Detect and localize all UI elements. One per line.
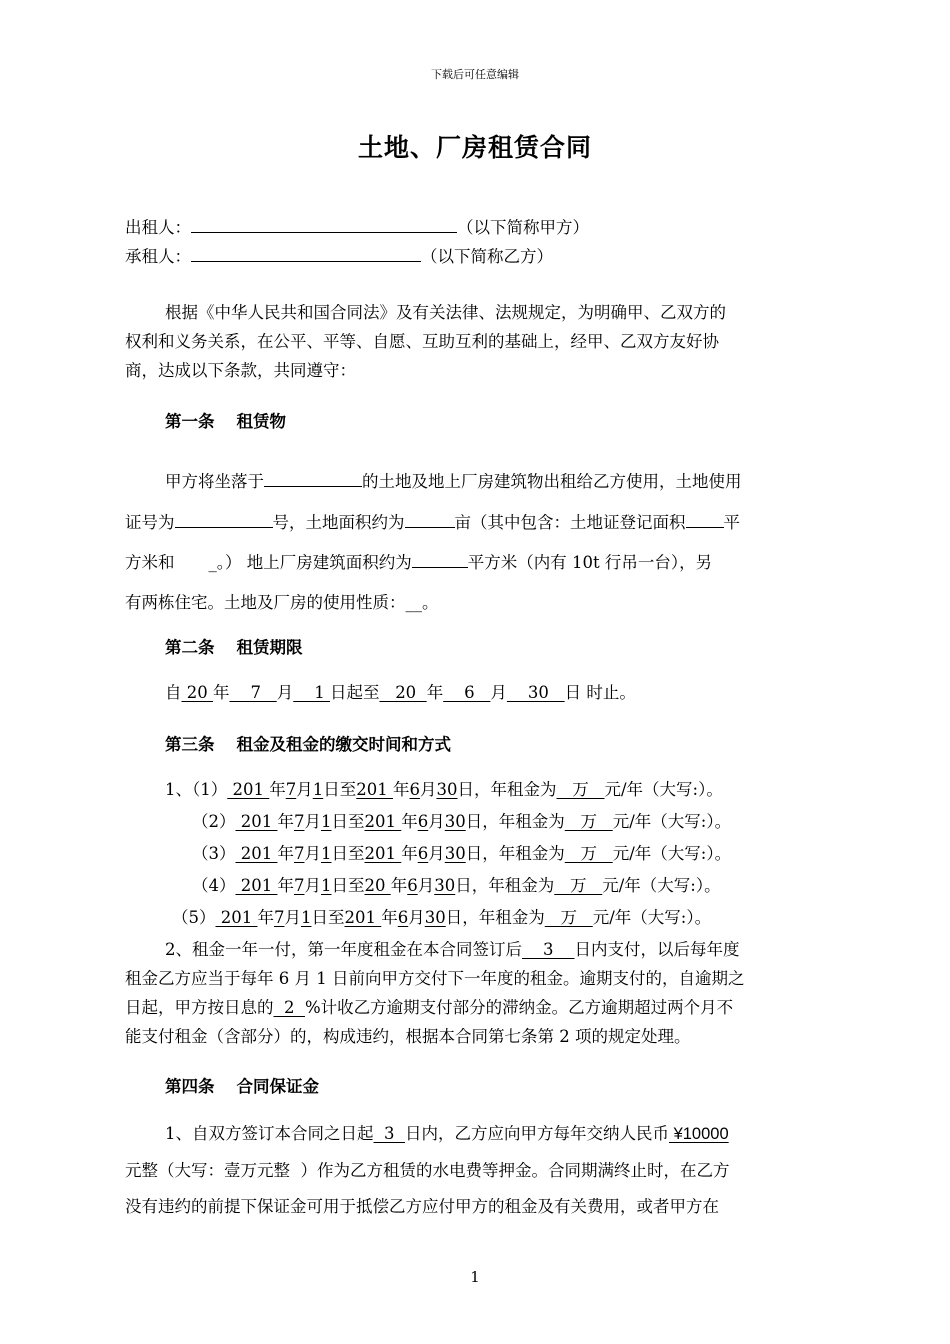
- article-3-text: %计收乙方逾期支付部分的滞纳金。乙方逾期超过两个月不: [304, 998, 734, 1017]
- article-3-para-2-line-3: [125, 997, 733, 1019]
- rent-label: 元/年（大写:）。: [612, 812, 732, 831]
- rent-label: 年: [401, 812, 418, 831]
- term-text: 月: [490, 683, 507, 702]
- rent-start-day-field[interactable]: 1: [320, 844, 332, 863]
- rent-end-year-field[interactable]: 201: [364, 812, 402, 831]
- rent-label: 月: [296, 780, 313, 799]
- rent-label: 年: [257, 908, 274, 927]
- rent-label: 月: [419, 780, 437, 799]
- article-4-line-2: [125, 1160, 730, 1182]
- preamble-line-2: 权利和义务关系，在公平、平等、自愿、互助互利的基础上，经甲、乙双方友好协: [125, 332, 719, 351]
- rent-row-prefix: （3）: [192, 844, 236, 863]
- rent-end-year-field[interactable]: 201: [356, 780, 393, 799]
- rent-label: 月: [428, 844, 445, 863]
- rent-label: 月: [428, 812, 445, 831]
- rent-label: 日，年租金为: [455, 876, 555, 895]
- rent-label: 日至: [331, 812, 365, 831]
- rent-schedule-row: [192, 843, 731, 865]
- rent-amount-field[interactable]: 万: [544, 908, 593, 927]
- rent-end-day-field[interactable]: 30: [434, 876, 456, 895]
- term-text: 日 时止。: [564, 683, 636, 702]
- term-text: 日起至: [329, 683, 380, 702]
- page-number: 1: [470, 1268, 480, 1286]
- article-1-number: 第一条: [165, 412, 215, 431]
- article-4-heading: [165, 1073, 319, 1097]
- document-title: 土地、厂房租赁合同: [357, 133, 592, 162]
- rent-end-month-field[interactable]: 6: [417, 844, 429, 863]
- rent-start-day-field[interactable]: 1: [312, 780, 324, 799]
- rent-end-year-field[interactable]: 201: [364, 844, 402, 863]
- start-day-field[interactable]: 1: [293, 683, 330, 702]
- rent-label: 月: [304, 812, 321, 831]
- end-year-field[interactable]: 20: [379, 683, 427, 702]
- rent-schedule-row: [172, 907, 711, 929]
- land-cert-number-field[interactable]: [175, 511, 273, 528]
- rent-end-month-field[interactable]: 6: [407, 876, 418, 895]
- article-4-line-3: 没有违约的前提下保证金可用于抵偿乙方应付甲方的租金及有关费用，或者甲方在: [125, 1197, 719, 1216]
- article-3-para-2-line-4: 能支付租金（含部分）的，构成违约，根据本合同第七条第 2 项的规定处理。: [125, 1027, 691, 1046]
- rent-label: 日，年租金为: [465, 844, 565, 863]
- rent-label: 日，年租金为: [457, 780, 557, 799]
- lessee-suffix: （以下简称乙方）: [421, 247, 553, 266]
- rent-row-prefix: （4）: [192, 876, 236, 895]
- rent-end-month-field[interactable]: 6: [397, 908, 409, 927]
- rent-label: 元/年（大写:）。: [612, 844, 732, 863]
- rent-label: 日至: [323, 780, 357, 799]
- article-2-title: 租赁期限: [236, 638, 303, 657]
- start-year-field[interactable]: 20: [181, 683, 213, 702]
- deposit-amount-field[interactable]: ¥10000: [668, 1125, 729, 1143]
- rent-end-year-field[interactable]: 20: [364, 876, 391, 895]
- registered-area-field[interactable]: [686, 511, 724, 528]
- rent-start-month-field[interactable]: 7: [273, 908, 285, 927]
- rent-label: 年: [401, 844, 418, 863]
- rent-label: 日至: [331, 844, 365, 863]
- rent-row-prefix: （2）: [192, 812, 236, 831]
- rent-end-day-field[interactable]: 30: [444, 812, 466, 831]
- rent-start-day-field[interactable]: 1: [320, 812, 332, 831]
- article-3-text: 日内支付，以后每年度: [574, 940, 740, 959]
- rent-amount-field[interactable]: 万: [564, 812, 613, 831]
- late-fee-rate-field[interactable]: 2: [273, 998, 305, 1017]
- rent-label: 日，年租金为: [445, 908, 545, 927]
- article-4-number: 第四条: [165, 1077, 215, 1096]
- rent-schedule-row: [165, 779, 723, 801]
- rent-end-year-field[interactable]: 201: [344, 908, 382, 927]
- article-4-text: ）作为乙方租赁的水电费等押金。合同期满终止时，在乙方: [300, 1161, 730, 1180]
- lessor-line: [125, 216, 589, 239]
- rent-end-day-field[interactable]: 30: [424, 908, 446, 927]
- rent-label: 年: [392, 780, 410, 799]
- article-1-text: 证号为: [125, 513, 175, 532]
- lessee-line: [125, 245, 553, 268]
- rent-start-year-field[interactable]: 201: [235, 812, 278, 831]
- location-field[interactable]: [264, 470, 362, 487]
- article-3-para-2-line-1: [165, 939, 739, 961]
- article-1-text: 有两栋住宅。土地及厂房的使用性质：: [125, 593, 406, 612]
- rent-end-month-field[interactable]: 6: [409, 780, 420, 799]
- article-1-text: 甲方将坐落于: [165, 472, 264, 491]
- article-1-text: 平: [723, 513, 740, 532]
- term-text: 月: [276, 683, 294, 702]
- article-1-text: 。: [422, 593, 439, 612]
- page-header-note: 下载后可任意编辑: [431, 68, 519, 81]
- rent-label: 日至: [331, 876, 365, 895]
- rent-start-year-field[interactable]: 201: [235, 844, 278, 863]
- article-4-text: 元整（大写：: [125, 1161, 224, 1180]
- term-text: 年: [426, 683, 444, 702]
- rent-label: 年: [277, 876, 294, 895]
- rent-label: 月: [408, 908, 425, 927]
- payment-days-field[interactable]: 3: [522, 940, 575, 959]
- rent-start-month-field[interactable]: 7: [293, 812, 305, 831]
- rent-label: 日至: [311, 908, 345, 927]
- rent-start-month-field[interactable]: 7: [285, 780, 297, 799]
- article-1-text: 的土地及地上厂房建筑物出租给乙方使用，土地使用: [362, 472, 742, 491]
- article-1-text: 平方米（内有 10t 行吊一台），另: [467, 553, 713, 572]
- rent-end-month-field[interactable]: 6: [417, 812, 429, 831]
- article-3-text: 2、租金一年一付，第一年度租金在本合同签订后: [165, 940, 522, 959]
- article-4-text: 1、自双方签订本合同之日起: [165, 1124, 374, 1143]
- lessee-name-field[interactable]: [191, 245, 421, 262]
- article-4-line-1: [165, 1123, 729, 1145]
- rent-start-day-field[interactable]: 1: [300, 908, 312, 927]
- deposit-days-field[interactable]: 3: [373, 1124, 405, 1143]
- lessor-label: 出租人：: [125, 218, 191, 237]
- lessee-label: 承租人：: [125, 247, 191, 266]
- article-4-text: 日内，乙方应向甲方每年交纳人民币: [404, 1124, 669, 1143]
- rent-label: 月: [417, 876, 435, 895]
- article-1-heading: [165, 408, 286, 432]
- article-3-text: 日起，甲方按日息的: [125, 998, 274, 1017]
- lessor-suffix: （以下简称甲方）: [457, 218, 589, 237]
- article-1-title: 租赁物: [236, 412, 286, 431]
- end-month-field[interactable]: 6: [443, 683, 491, 702]
- article-3-number: 第三条: [165, 735, 215, 754]
- rent-label: 元/年（大写:）。: [604, 780, 723, 799]
- rent-label: 年: [277, 812, 294, 831]
- article-3-heading: [165, 731, 451, 755]
- start-month-field[interactable]: 7: [229, 683, 277, 702]
- article-1-text: _。） 地上厂房建筑面积约为: [208, 553, 412, 572]
- rent-start-year-field[interactable]: 201: [215, 908, 258, 927]
- article-1-line-1: [165, 470, 742, 493]
- rent-amount-field[interactable]: 万: [556, 780, 605, 799]
- rent-label: 月: [304, 876, 321, 895]
- rent-end-day-field[interactable]: 30: [436, 780, 458, 799]
- rent-start-year-field[interactable]: 201: [235, 876, 278, 895]
- article-1-text: 亩（其中包含：土地证登记面积: [454, 513, 686, 532]
- preamble-line-3: 商，达成以下条款，共同遵守：: [125, 361, 356, 380]
- rent-start-year-field[interactable]: 201: [227, 780, 270, 799]
- article-4-title: 合同保证金: [236, 1077, 319, 1096]
- rent-start-month-field[interactable]: 7: [293, 876, 305, 895]
- rent-start-month-field[interactable]: 7: [293, 844, 305, 863]
- article-1-text: 号，土地面积约为: [272, 513, 405, 532]
- rent-schedule-row: [192, 811, 731, 833]
- rent-label: 年: [269, 780, 286, 799]
- rent-label: 月: [304, 844, 321, 863]
- article-2-heading: [165, 634, 303, 658]
- article-3-title: 租金及租金的缴交时间和方式: [236, 735, 451, 754]
- building-area-field[interactable]: [412, 551, 468, 568]
- rent-label: 元/年（大写:）。: [602, 876, 721, 895]
- rent-start-day-field[interactable]: 1: [320, 876, 332, 895]
- rent-row-prefix: 1、（1）: [165, 780, 228, 799]
- rent-label: 日，年租金为: [465, 812, 565, 831]
- article-1-line-2: [125, 511, 740, 534]
- rent-label: 元/年（大写:）。: [592, 908, 712, 927]
- rent-end-day-field[interactable]: 30: [444, 844, 466, 863]
- article-1-line-3: [125, 551, 712, 574]
- article-1-text: 方米和: [125, 553, 175, 572]
- land-area-field[interactable]: [405, 511, 455, 528]
- rent-label: 年: [277, 844, 294, 863]
- deposit-amount-words-field[interactable]: 壹万元整: [224, 1161, 301, 1180]
- term-text: 自: [165, 683, 182, 702]
- preamble-line-1: 根据《中华人民共和国合同法》及有关法律、法规规定，为明确甲、乙双方的: [165, 303, 726, 322]
- rent-amount-field[interactable]: 万: [564, 844, 613, 863]
- rent-amount-field[interactable]: 万: [554, 876, 603, 895]
- end-day-field[interactable]: 30: [506, 683, 565, 702]
- rent-row-prefix: （5）: [172, 908, 216, 927]
- rent-label: 年: [381, 908, 398, 927]
- lease-term-line: [165, 682, 636, 704]
- rent-label: 月: [284, 908, 301, 927]
- article-3-para-2-line-2: 租金乙方应当于每年 6 月 1 日前向甲方交付下一年度的租金。逾期支付的，自逾期之: [125, 969, 745, 988]
- article-1-line-4: [125, 592, 439, 614]
- rent-label: 年: [390, 876, 408, 895]
- article-2-number: 第二条: [165, 638, 215, 657]
- lessor-name-field[interactable]: [191, 216, 457, 233]
- rent-schedule-row: [192, 875, 721, 897]
- usage-nature-field[interactable]: __: [405, 593, 422, 612]
- term-text: 年: [213, 683, 230, 702]
